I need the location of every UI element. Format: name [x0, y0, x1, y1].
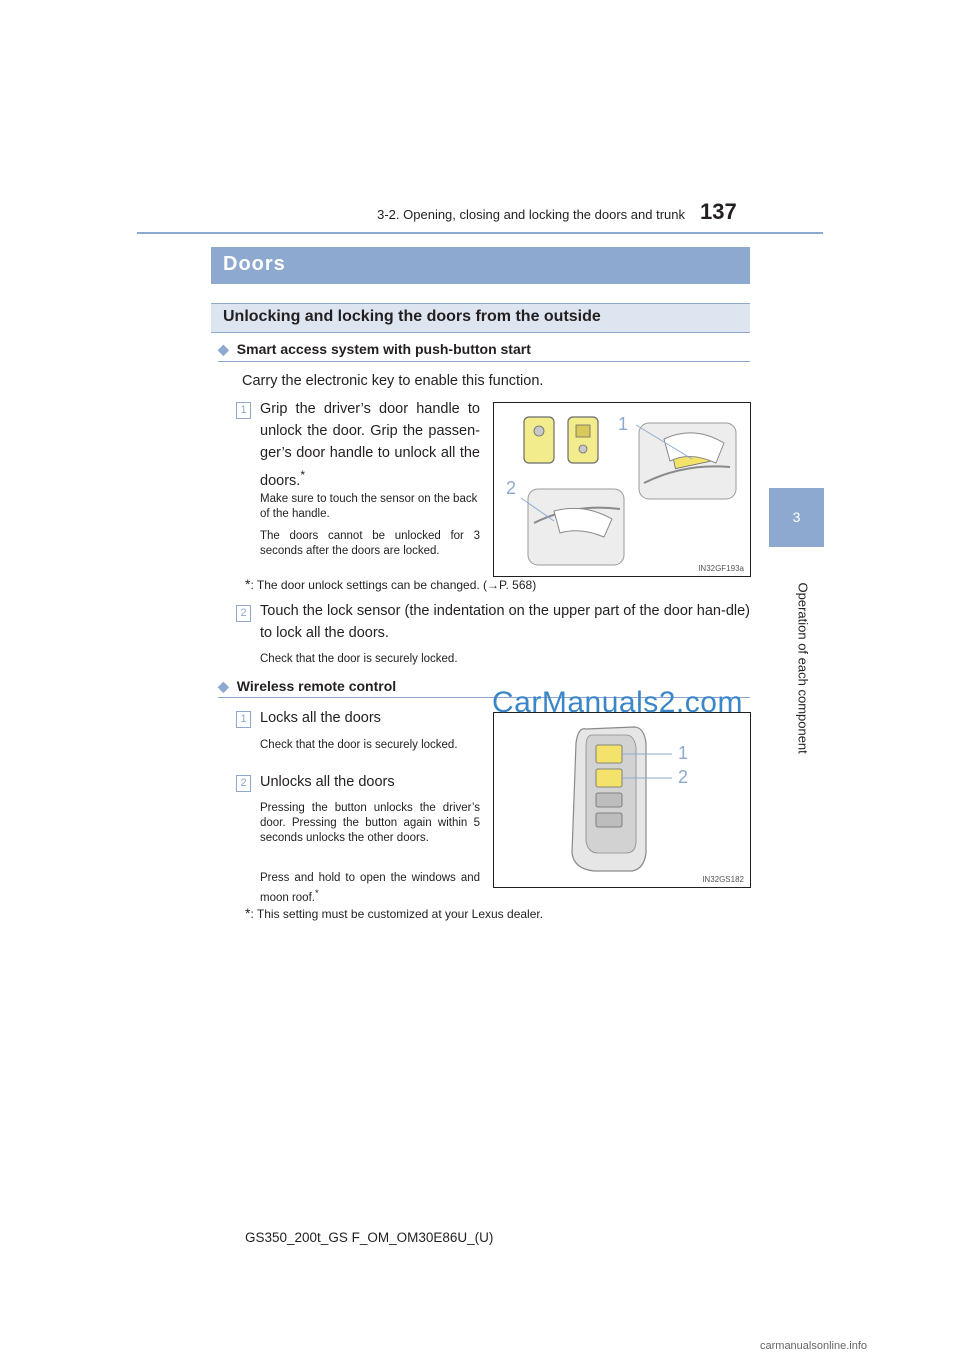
wireless-heading	[218, 678, 396, 695]
running-header-title: 3-2. Opening, closing and locking the doors and trunk	[377, 207, 685, 222]
chapter-tab: 3	[769, 488, 824, 547]
figure-code: IN32GF193a	[698, 564, 744, 573]
diamond-bullet-icon: ◆	[218, 341, 229, 357]
remote-key-figure	[493, 712, 751, 888]
smart-step2-text: Touch the lock sensor (the indentation on the upper part of the door han-dle) to lock all the doors.	[260, 603, 750, 641]
smart-step2-note: Check that the door is securely locked.	[260, 653, 458, 665]
wireless-footnote-text: : This setting must be customized at your Lexus dealer.	[250, 907, 544, 921]
wireless-footnote	[245, 906, 543, 922]
smart-step1-body: Grip the driver’s door handle to unlock the door. Grip the passen-ger’s door handle to unlock all the doors.	[260, 401, 480, 489]
smart-access-heading	[218, 341, 531, 358]
chapter-label: Operation of each component	[795, 582, 811, 754]
document-code: GS350_200t_GS F_OM_OM30E86U_(U)	[245, 1230, 494, 1245]
subsection-title: Unlocking and locking the doors from the outside	[223, 308, 601, 325]
smart-access-rule	[218, 361, 750, 362]
site-footer: carmanualsonline.info	[760, 1340, 868, 1352]
step-number: 2	[236, 775, 251, 792]
footnote-marker: *	[245, 905, 251, 921]
wireless-step2-note1: Pressing the button unlocks the driver’s door. Pressing the button again within 5 seconds unlocks the other doors.	[260, 802, 480, 844]
figure-callout: 1	[618, 414, 629, 434]
footnote-marker: *	[245, 576, 251, 592]
step-number: 1	[236, 402, 251, 419]
smart-step1-note1: Make sure to touch the sensor on the back of the handle.	[260, 493, 478, 520]
wireless-step2-note2	[260, 871, 480, 906]
figure-callout: 1	[678, 743, 689, 763]
header-rule	[137, 232, 823, 234]
wireless-step2-text: Unlocks all the doors	[260, 774, 395, 790]
section-title: Doors	[223, 253, 286, 275]
smart-footnote-text: : The door unlock settings can be changed. (→P. 568)	[250, 578, 537, 592]
smart-footnote	[245, 577, 536, 593]
wireless-step1-text: Locks all the doors	[260, 710, 381, 726]
smart-access-heading-text: Smart access system with push-button start	[236, 341, 531, 357]
page-number: 137	[700, 199, 737, 224]
wireless-heading-text: Wireless remote control	[236, 678, 397, 694]
step-number: 2	[236, 605, 251, 622]
smart-step1-text	[260, 398, 480, 492]
watermark: CarManuals2.com	[492, 686, 743, 719]
door-handle-figure	[493, 402, 751, 577]
remote-key-illustration	[494, 713, 750, 887]
figure-code: IN32GS182	[702, 875, 744, 884]
step-number: 1	[236, 711, 251, 728]
figure-callout: 2	[506, 478, 517, 498]
diamond-bullet-icon: ◆	[218, 678, 229, 694]
figure-callout: 2	[678, 767, 689, 787]
section-title-bar	[211, 247, 750, 284]
wireless-step1-note: Check that the door is securely locked.	[260, 739, 458, 751]
footnote-marker: *	[300, 468, 306, 482]
wireless-step2-note2-text: Press and hold to open the windows and moon roof.	[260, 872, 480, 904]
smart-access-intro: Carry the electronic key to enable this function.	[242, 373, 544, 389]
smart-step1-note2: The doors cannot be unlocked for 3 seconds after the doors are locked.	[260, 530, 480, 557]
footnote-marker: *	[314, 888, 319, 899]
subsection-title-bar	[211, 303, 750, 333]
